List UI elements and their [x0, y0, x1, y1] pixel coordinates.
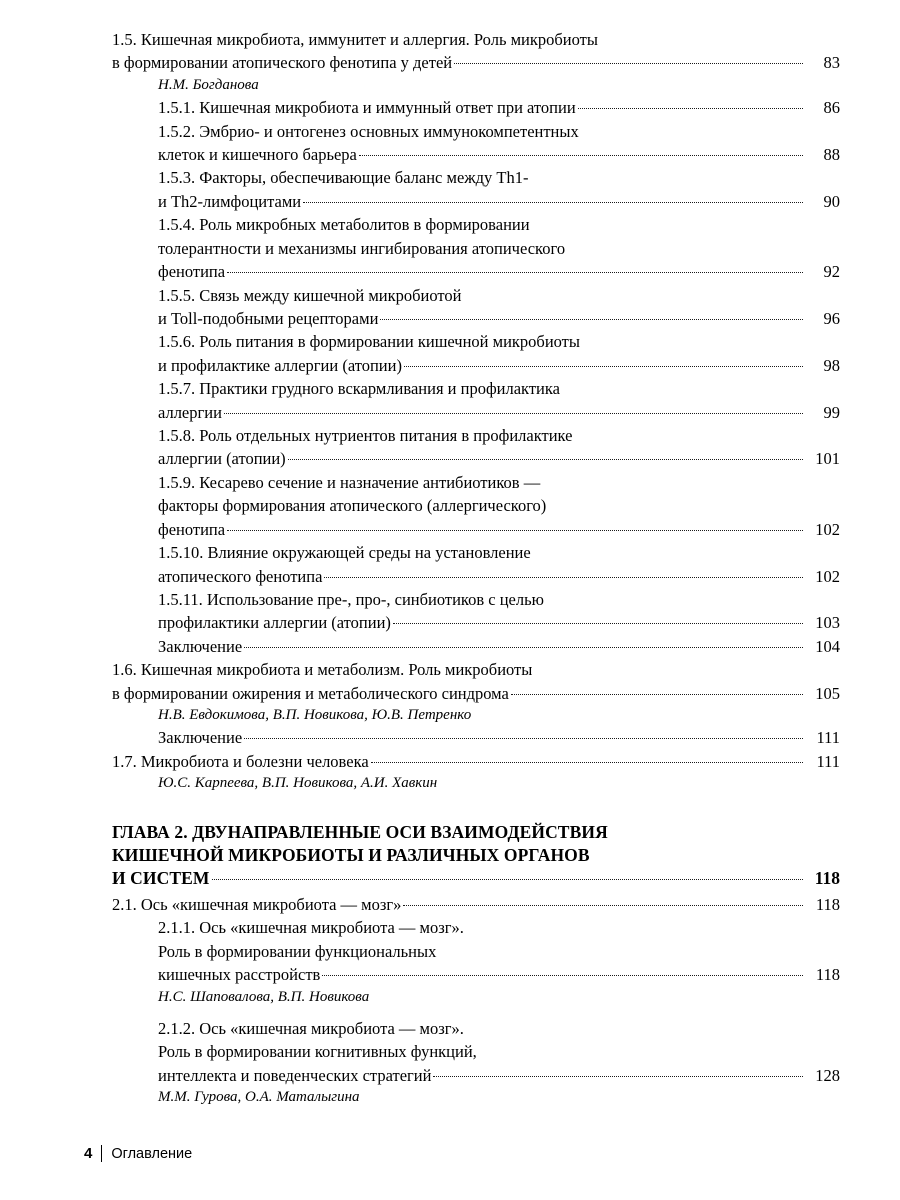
page-folio: 4	[84, 1145, 93, 1162]
dot-leader	[227, 272, 803, 273]
dot-leader	[324, 577, 803, 578]
toc-entry-1-5-6[interactable]	[158, 330, 840, 377]
toc-entry-row	[112, 51, 840, 74]
toc-entry-1-5-3[interactable]	[158, 166, 840, 213]
toc-page-number: 92	[823, 262, 840, 282]
toc-entry-title: 2.1. Ось «кишечная микробиота — мозг»	[112, 894, 402, 914]
toc-entry-line: факторы формирования атопического (аллергического)	[158, 496, 547, 516]
toc-entry-row	[158, 635, 840, 658]
toc-entry-2-1[interactable]	[112, 893, 840, 916]
toc-entry-row	[158, 518, 840, 541]
dot-leader	[511, 694, 803, 695]
toc-entry-title: аллергии	[158, 402, 222, 422]
toc-page-number: 88	[823, 144, 840, 164]
toc-entry-row	[158, 143, 840, 166]
toc-entry-line: 1.5.10. Влияние окружающей среды на установление	[158, 543, 531, 563]
toc-entry-title: кишечных расстройств	[158, 965, 321, 985]
toc-page-number: 118	[814, 868, 840, 889]
dot-leader	[288, 459, 803, 460]
toc-entry-line: 1.5.8. Роль отдельных нутриентов питания в профилактике	[158, 426, 573, 446]
toc-entry-title: атопического фенотипа	[158, 566, 323, 586]
toc-entry-title: фенотипа	[158, 519, 226, 539]
dot-leader	[359, 155, 803, 156]
footer-divider	[101, 1145, 102, 1162]
dot-leader	[224, 413, 803, 414]
toc-entry-title: профилактики аллергии (атопии)	[158, 613, 391, 633]
toc-chapter-line: КИШЕЧНОЙ МИКРОБИОТЫ И РАЗЛИЧНЫХ ОРГАНОВ	[112, 844, 590, 865]
toc-entry-conclusion-1-5[interactable]	[158, 635, 840, 658]
toc-entry-row	[158, 611, 840, 634]
dot-leader	[244, 647, 803, 648]
toc-entry-1-7[interactable]	[112, 750, 840, 773]
toc-page-number: 83	[823, 53, 840, 73]
table-of-contents	[112, 28, 840, 1108]
toc-page-number: 98	[823, 355, 840, 375]
toc-entry-line: 1.5.2. Эмбрио- и онтогенез основных иммунокомпетентных	[158, 121, 579, 141]
dot-leader	[380, 319, 803, 320]
toc-entry-title: 1.7. Микробиота и болезни человека	[112, 751, 369, 771]
toc-entry-line: 1.5.7. Практики грудного вскармливания и профилактика	[158, 379, 560, 399]
toc-entry-line: 1.5.5. Связь между кишечной микробиотой	[158, 285, 462, 305]
toc-entry-1-5-8[interactable]	[158, 424, 840, 471]
toc-page-number: 103	[815, 613, 840, 633]
toc-entry-row	[158, 96, 840, 119]
dot-leader	[404, 366, 803, 367]
toc-entry-line: Роль в формировании когнитивных функций,	[158, 1042, 477, 1062]
toc-entry-1-5-10[interactable]	[158, 541, 840, 588]
toc-entry-title: и профилактике аллергии (атопии)	[158, 355, 402, 375]
dot-leader	[454, 63, 803, 64]
toc-page-number: 111	[816, 751, 840, 771]
dot-leader	[322, 975, 803, 976]
dot-leader	[303, 202, 803, 203]
toc-entry-row	[158, 260, 840, 283]
toc-entry-title: 1.5.1. Кишечная микробиота и иммунный ответ при атопии	[158, 98, 576, 118]
toc-page-number: 118	[815, 965, 840, 985]
toc-entry-row	[112, 893, 840, 916]
toc-entry-title: фенотипа	[158, 262, 226, 282]
toc-entry-1-5-11[interactable]	[158, 588, 840, 635]
toc-page-number: 111	[816, 728, 840, 748]
page-footer	[84, 1145, 192, 1162]
dot-leader	[578, 108, 803, 109]
toc-entry-line: 1.5. Кишечная микробиота, иммунитет и аллергия. Роль микробиоты	[112, 30, 598, 49]
toc-author-1-5: Н.М. Богданова	[158, 76, 259, 93]
toc-entry-row	[158, 190, 840, 213]
toc-entry-title: Заключение	[158, 636, 243, 656]
toc-author-1-7: Ю.С. Карпеева, В.П. Новикова, А.И. Хавкин	[158, 775, 438, 792]
toc-entry-title: и Th2-лимфоцитами	[158, 191, 302, 211]
toc-author-2-1-1: Н.С. Шаповалова, В.П. Новикова	[158, 988, 370, 1005]
toc-entry-1-5-5[interactable]	[158, 284, 840, 331]
toc-page-number: 102	[815, 566, 840, 586]
dot-leader	[433, 1076, 803, 1077]
toc-entry-1-5[interactable]	[112, 28, 840, 75]
toc-entry-line: 1.5.6. Роль питания в формировании кишечной микробиоты	[158, 332, 580, 352]
toc-entry-title: в формировании атопического фенотипа у детей	[112, 53, 453, 73]
toc-entry-row	[158, 447, 840, 470]
toc-entry-row	[158, 307, 840, 330]
toc-entry-line: 1.5.3. Факторы, обеспечивающие баланс между Th1-	[158, 168, 529, 188]
toc-page-number: 128	[815, 1065, 840, 1085]
toc-entry-1-5-1[interactable]	[158, 96, 840, 119]
dot-leader	[371, 762, 803, 763]
toc-entry-title: клеток и кишечного барьера	[158, 144, 357, 164]
toc-entry-line: 1.5.4. Роль микробных метаболитов в формировании	[158, 215, 530, 235]
toc-entry-title: и Toll-подобными рецепторами	[158, 308, 379, 328]
toc-chapter-line: ГЛАВА 2. ДВУНАПРАВЛЕННЫЕ ОСИ ВЗАИМОДЕЙСТВИЯ	[112, 821, 608, 842]
toc-entry-line: Роль в формировании функциональных	[158, 941, 437, 961]
toc-entry-1-5-4[interactable]	[158, 213, 840, 283]
toc-entry-line: 2.1.1. Ось «кишечная микробиота — мозг».	[158, 918, 464, 938]
toc-entry-line: 1.5.9. Кесарево сечение и назначение антибиотиков —	[158, 472, 541, 492]
toc-entry-1-6[interactable]	[112, 658, 840, 705]
toc-author-1-6: Н.В. Евдокимова, В.П. Новикова, Ю.В. Петренко	[158, 707, 472, 724]
toc-page-number: 104	[815, 636, 840, 656]
toc-entry-2-1-2[interactable]	[158, 1017, 840, 1087]
toc-entry-row	[112, 682, 840, 705]
dot-leader	[393, 623, 803, 624]
toc-entry-1-5-7[interactable]	[158, 377, 840, 424]
toc-author-2-1-2: М.М. Гурова, О.А. Маталыгина	[158, 1089, 360, 1106]
toc-entry-row	[158, 1064, 840, 1087]
toc-entry-title: Заключение	[158, 728, 243, 748]
toc-entry-line: 2.1.2. Ось «кишечная микробиота — мозг».	[158, 1018, 464, 1038]
toc-chapter-2[interactable]	[112, 821, 840, 891]
toc-page-number: 102	[815, 519, 840, 539]
dot-leader	[403, 905, 803, 906]
toc-entry-line: толерантности и механизмы ингибирования атопического	[158, 238, 566, 258]
toc-entry-row	[158, 963, 840, 986]
toc-page-number: 118	[815, 894, 840, 914]
dot-leader	[244, 738, 803, 739]
toc-entry-row	[158, 401, 840, 424]
toc-page-number: 105	[815, 683, 840, 703]
toc-entry-row	[158, 354, 840, 377]
toc-page-number: 86	[823, 98, 840, 118]
toc-entry-title: в формировании ожирения и метаболического синдрома	[112, 683, 509, 703]
toc-page-number: 99	[823, 402, 840, 422]
toc-entry-title: аллергии (атопии)	[158, 449, 286, 469]
toc-page-number: 96	[823, 308, 840, 328]
toc-entry-row	[158, 565, 840, 588]
dot-leader	[212, 879, 803, 880]
toc-entry-2-1-1[interactable]	[158, 916, 840, 986]
toc-page-number: 90	[823, 191, 840, 211]
toc-entry-row	[112, 867, 840, 890]
toc-entry-line: 1.5.11. Использование пре-, про-, синбиотиков с целью	[158, 590, 544, 609]
footer-label: Оглавление	[111, 1145, 193, 1162]
toc-entry-row	[112, 750, 840, 773]
toc-entry-title: интеллекта и поведенческих стратегий	[158, 1065, 432, 1085]
toc-entry-conclusion-1-6[interactable]	[158, 726, 840, 749]
toc-chapter-title: И СИСТЕМ	[112, 868, 210, 889]
toc-entry-row	[158, 726, 840, 749]
toc-page-number: 101	[815, 449, 840, 469]
dot-leader	[227, 530, 803, 531]
toc-entry-line: 1.6. Кишечная микробиота и метаболизм. Роль микробиоты	[112, 660, 533, 680]
toc-entry-1-5-2[interactable]	[158, 120, 840, 167]
toc-entry-1-5-9[interactable]	[158, 471, 840, 541]
